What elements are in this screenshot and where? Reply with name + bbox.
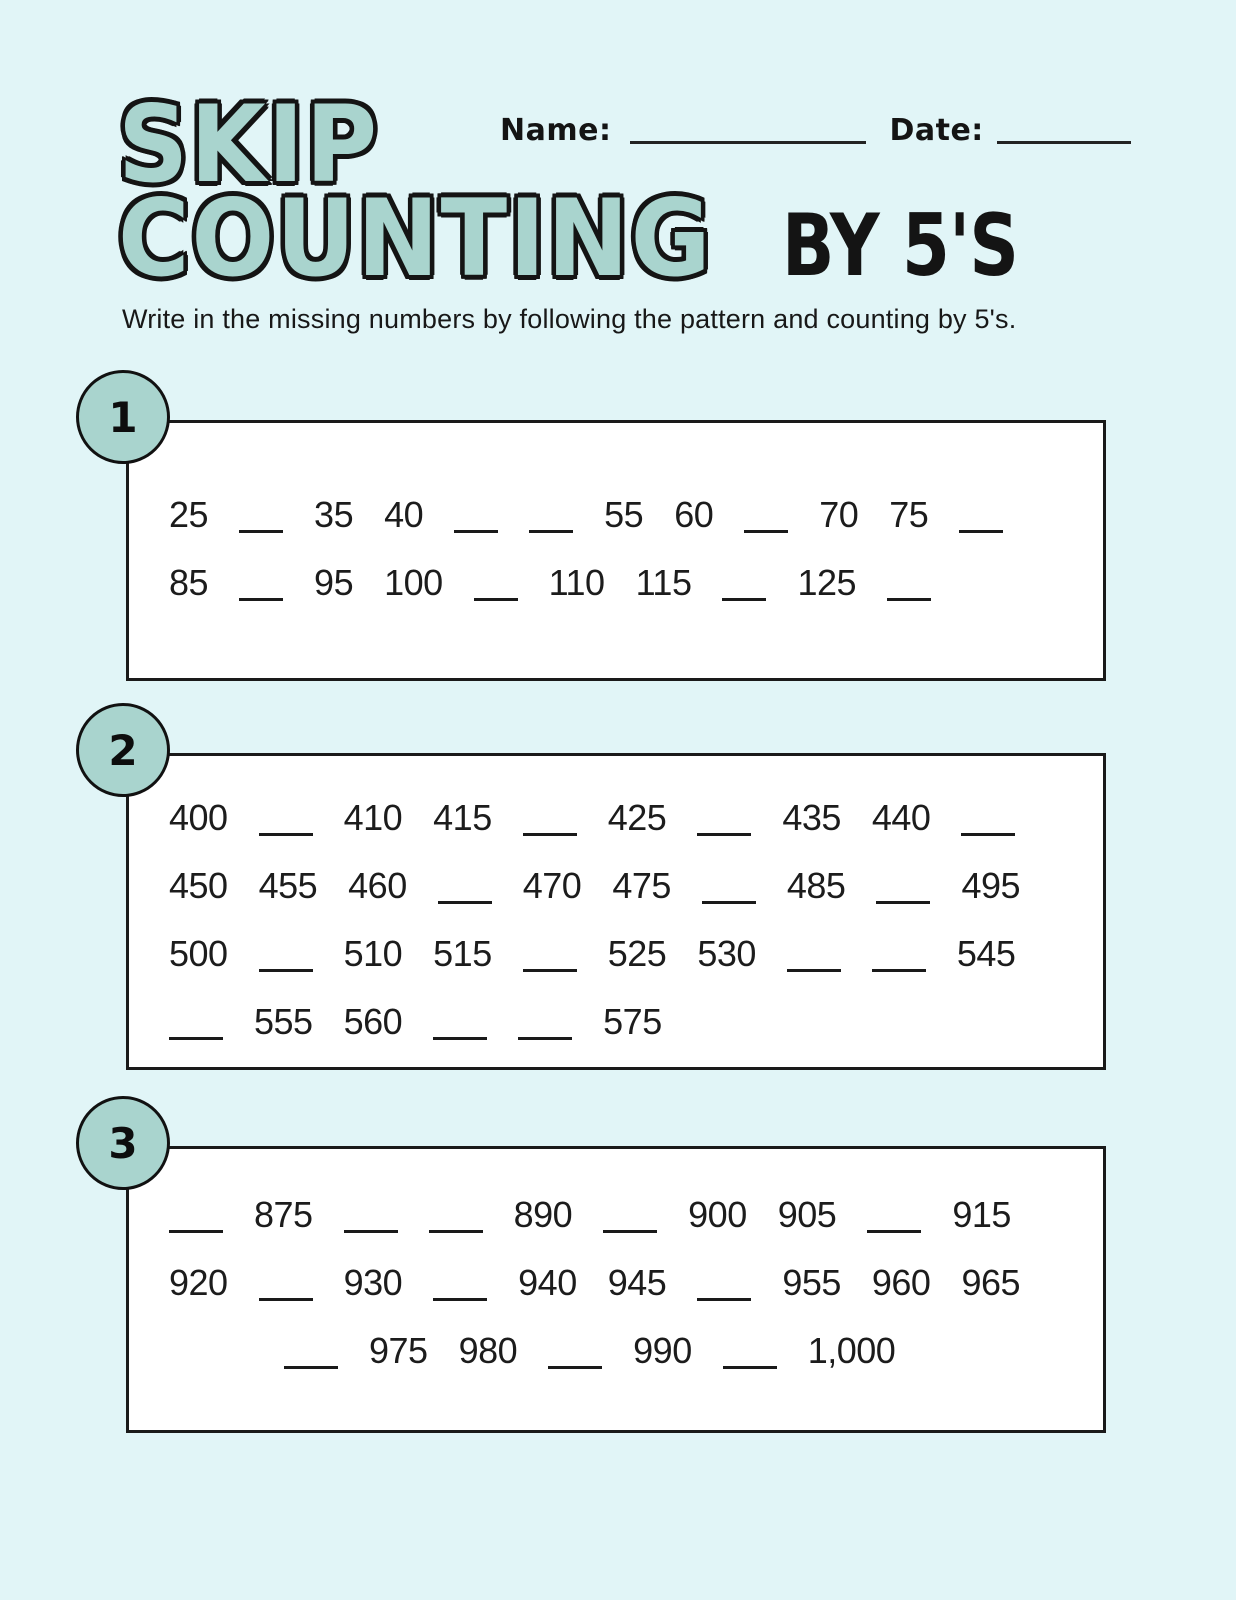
number-cell: 475 bbox=[612, 865, 671, 906]
answer-blank[interactable] bbox=[722, 565, 766, 601]
number-row bbox=[169, 930, 1083, 976]
number-cell: 575 bbox=[603, 1001, 662, 1042]
number-cell: 485 bbox=[786, 865, 846, 906]
number-cell: 450 bbox=[169, 865, 228, 906]
number-cell: 55 bbox=[604, 494, 644, 535]
answer-blank[interactable] bbox=[867, 1197, 921, 1233]
number-rows-1 bbox=[129, 423, 1103, 605]
number-cell: 85 bbox=[169, 562, 209, 603]
answer-blank[interactable] bbox=[523, 800, 577, 836]
answer-blank[interactable] bbox=[702, 868, 756, 904]
name-label: Name: bbox=[500, 113, 612, 148]
number-cell: 930 bbox=[343, 1262, 403, 1303]
number-cell: 545 bbox=[956, 933, 1016, 974]
number-cell: 510 bbox=[343, 933, 403, 974]
answer-blank[interactable] bbox=[239, 565, 283, 601]
question-number-badge-2 bbox=[76, 703, 170, 797]
answer-blank[interactable] bbox=[259, 936, 313, 972]
answer-blank[interactable] bbox=[438, 868, 492, 904]
instructions-text: Write in the missing numbers by following the pattern and counting by 5's. bbox=[122, 304, 1017, 334]
number-rows-2 bbox=[129, 756, 1103, 1044]
answer-blank[interactable] bbox=[169, 1197, 223, 1233]
number-cell: 95 bbox=[314, 562, 354, 603]
answer-blank[interactable] bbox=[872, 936, 926, 972]
number-cell: 435 bbox=[782, 797, 841, 838]
number-cell: 515 bbox=[433, 933, 492, 974]
number-cell: 425 bbox=[607, 797, 667, 838]
number-row bbox=[169, 862, 1083, 908]
answer-blank[interactable] bbox=[548, 1333, 602, 1369]
number-cell: 945 bbox=[607, 1262, 667, 1303]
number-cell: 470 bbox=[522, 865, 582, 906]
answer-blank[interactable] bbox=[697, 800, 751, 836]
number-cell: 75 bbox=[889, 494, 929, 535]
number-cell: 965 bbox=[961, 1262, 1021, 1303]
number-cell: 40 bbox=[384, 494, 424, 535]
number-cell: 35 bbox=[314, 494, 354, 535]
number-row bbox=[284, 1327, 1083, 1373]
number-cell: 1,000 bbox=[807, 1330, 896, 1371]
number-cell: 960 bbox=[871, 1262, 931, 1303]
number-cell: 115 bbox=[635, 562, 692, 603]
number-cell: 560 bbox=[343, 1001, 403, 1042]
answer-blank[interactable] bbox=[433, 1265, 487, 1301]
number-cell: 125 bbox=[797, 562, 857, 603]
number-cell: 980 bbox=[458, 1330, 518, 1371]
answer-blank[interactable] bbox=[518, 1004, 572, 1040]
number-cell: 455 bbox=[258, 865, 318, 906]
question-number-1: 1 bbox=[108, 392, 138, 442]
number-cell: 110 bbox=[548, 562, 605, 603]
date-input-line[interactable] bbox=[997, 114, 1131, 144]
number-row bbox=[169, 1191, 1083, 1237]
number-cell: 415 bbox=[433, 797, 492, 838]
answer-blank[interactable] bbox=[239, 497, 283, 533]
answer-blank[interactable] bbox=[259, 1265, 313, 1301]
number-cell: 955 bbox=[782, 1262, 841, 1303]
number-cell: 100 bbox=[384, 562, 443, 603]
answer-blank[interactable] bbox=[959, 497, 1003, 533]
question-number-badge-3 bbox=[76, 1096, 170, 1190]
answer-blank[interactable] bbox=[697, 1265, 751, 1301]
number-cell: 25 bbox=[169, 494, 209, 535]
question-box-1 bbox=[108, 392, 1106, 681]
number-cell: 495 bbox=[961, 865, 1021, 906]
question-number-2: 2 bbox=[108, 725, 138, 775]
number-row bbox=[169, 998, 1083, 1044]
number-cell: 400 bbox=[169, 797, 228, 838]
number-row bbox=[169, 491, 1083, 537]
number-cell: 70 bbox=[819, 494, 859, 535]
title-by-5s: BY 5'S bbox=[782, 196, 1019, 296]
question-number-badge-1 bbox=[76, 370, 170, 464]
number-row bbox=[169, 794, 1083, 840]
date-label: Date: bbox=[889, 113, 984, 148]
answer-blank[interactable] bbox=[344, 1197, 398, 1233]
answer-blank[interactable] bbox=[603, 1197, 657, 1233]
question-number-3: 3 bbox=[108, 1118, 138, 1168]
number-cell: 920 bbox=[169, 1262, 228, 1303]
answer-blank[interactable] bbox=[169, 1004, 223, 1040]
number-cell: 875 bbox=[254, 1194, 313, 1235]
number-cell: 915 bbox=[952, 1194, 1011, 1235]
number-cell: 975 bbox=[369, 1330, 428, 1371]
number-cell: 530 bbox=[697, 933, 756, 974]
answer-blank[interactable] bbox=[744, 497, 788, 533]
number-cell: 410 bbox=[343, 797, 403, 838]
number-cell: 940 bbox=[518, 1262, 577, 1303]
answer-blank[interactable] bbox=[454, 497, 498, 533]
answer-blank[interactable] bbox=[259, 800, 313, 836]
answer-blank[interactable] bbox=[787, 936, 841, 972]
question-box-2 bbox=[108, 725, 1106, 1070]
answer-blank[interactable] bbox=[961, 800, 1015, 836]
number-row bbox=[169, 559, 1083, 605]
number-cell: 525 bbox=[607, 933, 667, 974]
name-input-line[interactable] bbox=[630, 114, 866, 144]
question-box-3 bbox=[108, 1118, 1106, 1433]
number-cell: 905 bbox=[777, 1194, 837, 1235]
number-cell: 60 bbox=[674, 494, 714, 535]
number-cell: 500 bbox=[169, 933, 228, 974]
title-row-2 bbox=[118, 177, 1077, 300]
number-cell: 460 bbox=[348, 865, 407, 906]
number-cell: 440 bbox=[871, 797, 931, 838]
answer-blank[interactable] bbox=[474, 565, 518, 601]
number-cell: 890 bbox=[513, 1194, 573, 1235]
number-cell: 900 bbox=[688, 1194, 747, 1235]
answer-blank[interactable] bbox=[284, 1333, 338, 1369]
answer-blank[interactable] bbox=[723, 1333, 777, 1369]
title-skip: SKIP bbox=[118, 83, 379, 206]
answer-blank[interactable] bbox=[429, 1197, 483, 1233]
answer-blank[interactable] bbox=[529, 497, 573, 533]
title-counting: COUNTING bbox=[118, 177, 713, 300]
answer-blank[interactable] bbox=[876, 868, 930, 904]
answer-blank[interactable] bbox=[433, 1004, 487, 1040]
number-cell: 555 bbox=[254, 1001, 313, 1042]
answer-blank[interactable] bbox=[523, 936, 577, 972]
number-cell: 990 bbox=[633, 1330, 692, 1371]
answer-blank[interactable] bbox=[887, 565, 931, 601]
number-row bbox=[169, 1259, 1083, 1305]
name-date-header bbox=[500, 110, 1131, 148]
number-rows-3 bbox=[129, 1149, 1103, 1373]
